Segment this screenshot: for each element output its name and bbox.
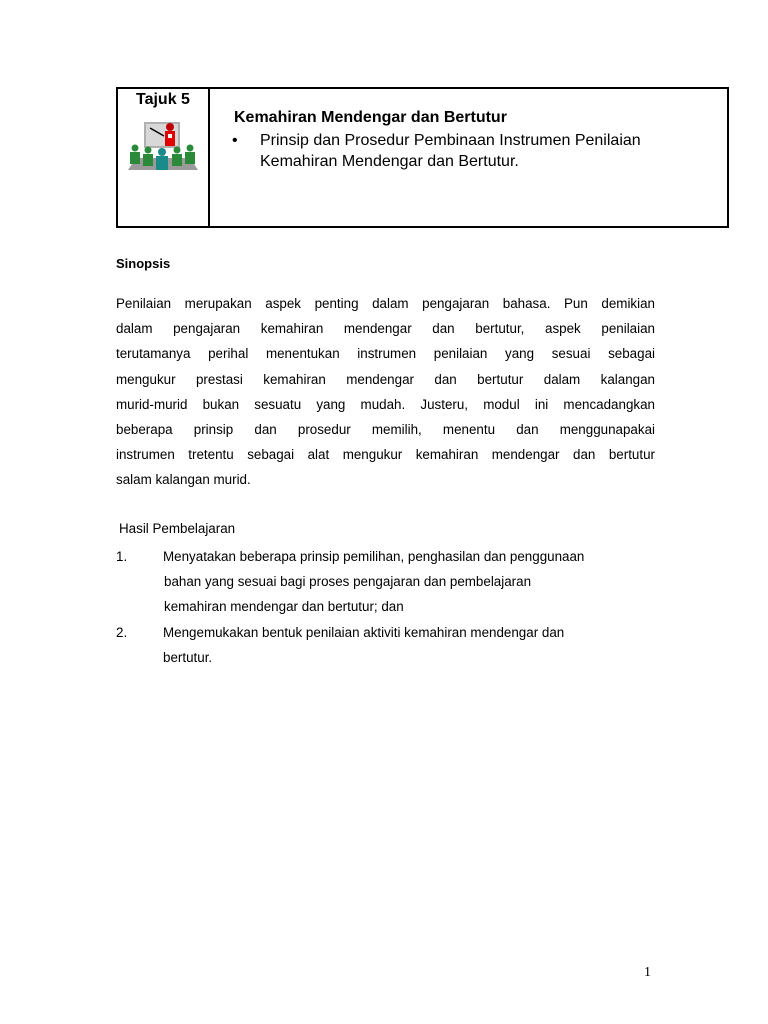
outcome-line: bertutur.	[163, 650, 213, 666]
outcome-line: Mengemukakan bentuk penilaian aktiviti kemahiran mendengar dan	[163, 625, 565, 640]
bullet-icon: •	[232, 132, 238, 149]
outcome-number: 1.	[116, 549, 128, 564]
topic-bullet	[232, 130, 702, 172]
paragraph-line: dalam pengajaran kemahiran mendengar dan bertutur, aspek penilaian	[116, 321, 655, 337]
sinopsis-paragraph	[116, 291, 655, 493]
paragraph-line: beberapa prinsip dan prosedur memilih, menentu dan menggunapakai	[116, 421, 655, 437]
topic-number-cell	[118, 89, 210, 226]
paragraph-line: mengukur prestasi kemahiran mendengar dan bertutur dalam kalangan	[116, 371, 655, 387]
paragraph-line: murid-murid bukan sesuatu yang mudah. Justeru, modul ini mencadangkan	[116, 396, 655, 412]
bullet-line: Prinsip dan Prosedur Pembinaan Instrumen Penilaian	[260, 132, 641, 149]
bullet-text	[260, 130, 641, 172]
page-number: 1	[644, 965, 651, 980]
outcome-text	[163, 620, 673, 670]
topic-label: Tajuk 5	[136, 91, 190, 108]
hasil-heading: Hasil Pembelajaran	[119, 521, 236, 536]
bullet-line: Kemahiran Mendengar dan Bertutur.	[260, 153, 519, 170]
outcome-text	[163, 544, 673, 620]
outcome-number: 2.	[116, 625, 128, 640]
topic-title-cell	[210, 89, 727, 226]
topic-header-box	[116, 87, 729, 228]
paragraph-line: salam kalangan murid.	[116, 472, 251, 488]
paragraph-line: instrumen tretentu sebagai alat mengukur kemahiran mendengar dan bertutur	[116, 447, 655, 463]
outcome-line: kemahiran mendengar dan bertutur; dan	[164, 599, 404, 615]
paragraph-line: terutamanya perihal menentukan instrumen penilaian yang sesuai sebagai	[116, 346, 655, 362]
outcome-line: Menyatakan beberapa prinsip pemilihan, penghasilan dan penggunaan	[163, 549, 585, 564]
sinopsis-heading: Sinopsis	[116, 256, 171, 271]
outcome-line: bahan yang sesuai bagi proses pengajaran dan pembelajaran	[164, 574, 532, 590]
teacher-classroom-icon	[126, 118, 200, 174]
topic-title: Kemahiran Mendengar dan Bertutur	[234, 109, 507, 126]
paragraph-line: Penilaian merupakan aspek penting dalam pengajaran bahasa. Pun demikian	[116, 296, 655, 311]
